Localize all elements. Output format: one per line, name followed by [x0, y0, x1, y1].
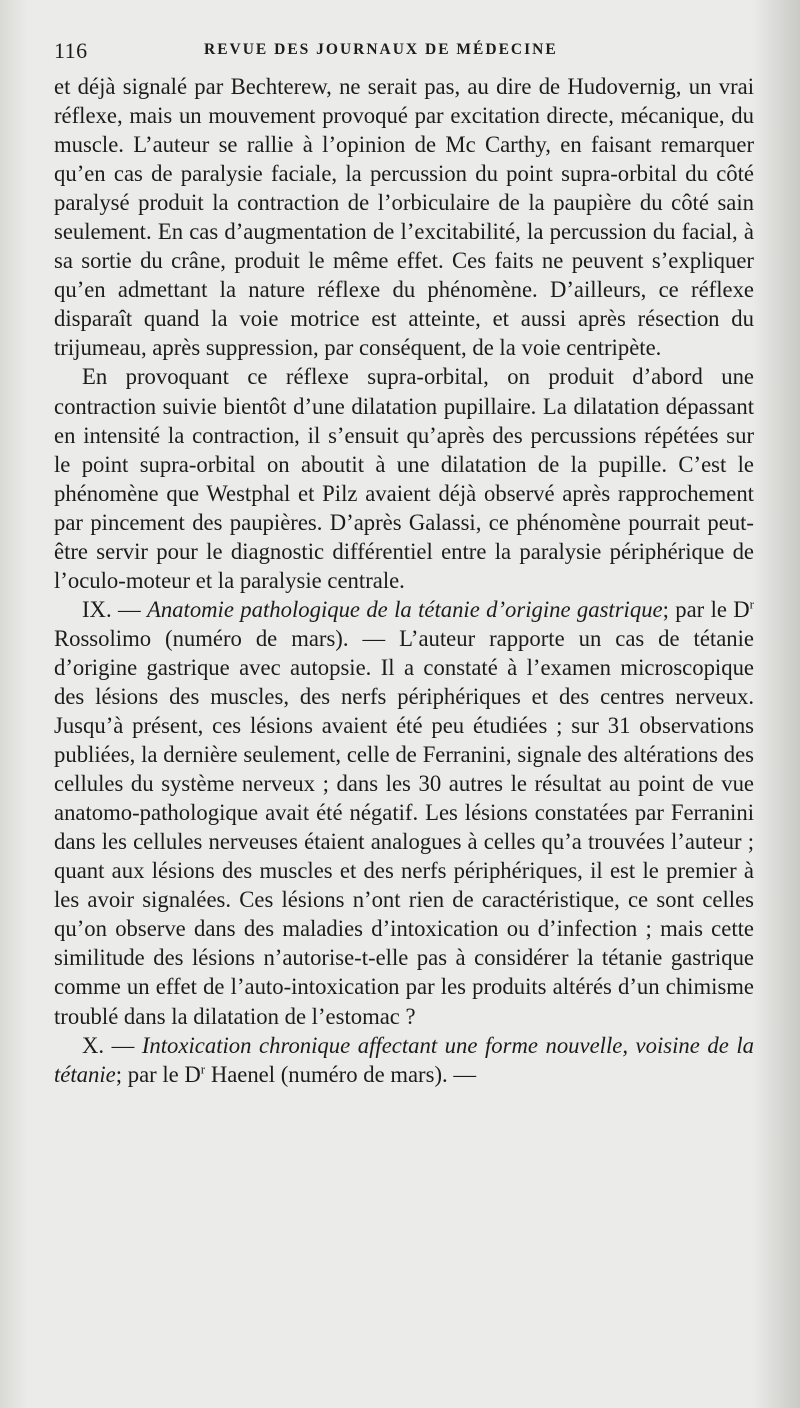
- author-superscript: r: [749, 596, 755, 612]
- author-prefix: ; par le D: [115, 1061, 201, 1087]
- paragraph-pupil-dilation: En provoquant ce réflexe supra-orbital, on produit d’abord une contraction suivie bientôt d’une dilatation pupillaire. La dilatation dépassant en intensité la contraction, il s’ensuit qu’après des percussions répétées sur le point supra-orbital on aboutit à une dilatation de la pupille. C’est le phénomène que Westphal et Pilz avaient déjà observé après rapprochement par pincement des paupières. D’après Galassi, ce phénomène pourrait peut-être servir pour le diagnostic différentiel entre la paralysie périphérique de l’oculo-moteur et la paralysie centrale.: [54, 364, 754, 593]
- article-body: [54, 72, 754, 1089]
- page-edge-left: [0, 0, 28, 1408]
- section-title: Intoxication chronique affectant une forme nouvelle, voisine de la tétanie: [54, 1032, 754, 1087]
- review-section-x: [54, 1031, 754, 1089]
- section-text: Haenel (numéro de mars). —: [205, 1061, 477, 1087]
- running-header: [54, 38, 754, 68]
- page-edge-right: [749, 0, 800, 1408]
- section-numeral: IX. —: [82, 596, 147, 622]
- section-text: Rossolimo (numéro de mars). — L’auteur rapporte un cas de tétanie d’origine gastrique avec autopsie. Il a constaté à l’examen microscopique des lésions des muscles, des nerfs périphériques et des centres nerveux. Jusqu’à présent, ces lésions avaient été peu étudiées ; sur 31 observations publiées, la dernière seulement, celle de Ferranini, signale des altérations des cellules du système nerveux ; dans les 30 autres le résultat au point de vue anatomo-pathologique avait été négatif. Les lésions constatées par Ferranini dans les cellules nerveuses étaient analogues à celles qu’a trouvées l’auteur ; quant aux lésions des muscles et des nerfs périphériques, il est le premier à les avoir signalées. Ces lésions n’ont rien de caractéristique, ce sont celles qu’on observe dans des maladies d’intoxication ou d’infection ; mais cette similitude des lésions n’autorise-t-elle pas à considérer la tétanie gastrique comme un effet de l’auto-intoxication par les produits altérés d’un chimisme troublé dans la dilatation de l’estomac ?: [54, 625, 754, 1029]
- section-title: Anatomie pathologique de la tétanie d’origine gastrique: [146, 596, 663, 622]
- section-numeral: X. —: [82, 1032, 142, 1058]
- author-superscript: r: [200, 1061, 206, 1077]
- paragraph-continued: et déjà signalé par Bechterew, ne serait pas, au dire de Hudovernig, un vrai réflexe, mais un mouvement provoqué par excitation directe, mécanique, du muscle. L’auteur se rallie à l’opinion de Mc Carthy, en faisant remarquer qu’en cas de paralysie faciale, la percussion du point supra-orbital du côté paralysé produit la contraction de l’orbiculaire de la paupière du côté sain seulement. En cas d’augmentation de l’excitabilité, la percussion du facial, à sa sortie du crâne, produit le même effet. Ces faits ne peuvent s’expliquer qu’en admettant la nature réflexe du phénomène. D’ailleurs, ce réflexe disparaît quand la voie motrice est atteinte, et aussi après résection du trijumeau, après suppression, par conséquent, de la voie centripète.: [54, 74, 754, 361]
- review-section-ix: [54, 595, 754, 1031]
- running-title: REVUE DES JOURNAUX DE MÉDECINE: [204, 41, 558, 58]
- author-prefix: ; par le D: [662, 596, 750, 622]
- page-number: 116: [54, 38, 88, 63]
